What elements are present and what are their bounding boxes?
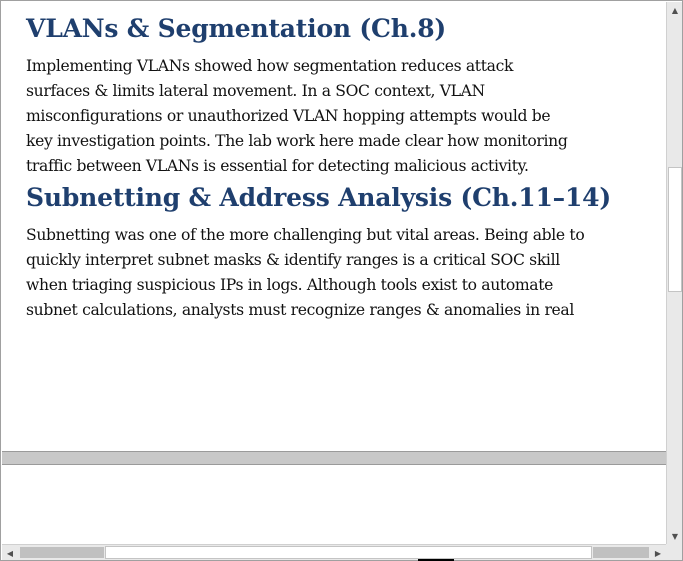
horizontal-track-left[interactable]	[20, 547, 104, 558]
scrollbar-corner	[666, 544, 682, 560]
scroll-up-icon[interactable]: ▲	[671, 5, 679, 15]
scroll-down-icon[interactable]: ▼	[671, 531, 679, 541]
lower-pane[interactable]	[2, 465, 666, 544]
body-line: Subnetting was one of the more challenging but vital areas. Being able to	[26, 226, 585, 244]
body-line: misconfigurations or unauthorized VLAN hopping attempts would be	[26, 107, 551, 125]
body-line: when triaging suspicious IPs in logs. Although tools exist to automate	[26, 276, 554, 294]
horizontal-scrollbar[interactable]	[2, 544, 666, 560]
section-heading-vlans: VLANs & Segmentation (Ch.8)	[26, 14, 447, 43]
scroll-left-icon[interactable]: ◀	[6, 548, 14, 558]
section-body-subnetting	[26, 223, 616, 323]
body-line: subnet calculations, analysts must recognize ranges & anomalies in real	[26, 301, 575, 319]
vertical-scrollbar[interactable]	[666, 2, 682, 544]
scroll-right-icon[interactable]: ▶	[654, 548, 662, 558]
section-body-vlans	[26, 54, 616, 179]
body-line: traffic between VLANs is essential for detecting malicious activity.	[26, 157, 529, 175]
vertical-scroll-thumb[interactable]	[668, 167, 682, 292]
body-line: quickly interpret subnet masks & identify ranges is a critical SOC skill	[26, 251, 560, 269]
horizontal-scroll-thumb[interactable]	[105, 546, 592, 559]
body-line: key investigation points. The lab work here made clear how monitoring	[26, 132, 568, 150]
horizontal-track-right[interactable]	[593, 547, 649, 558]
body-line: surfaces & limits lateral movement. In a SOC context, VLAN	[26, 82, 485, 100]
pane-splitter[interactable]	[2, 451, 666, 465]
document-content	[26, 10, 616, 323]
body-line: Implementing VLANs showed how segmentation reduces attack	[26, 57, 514, 75]
document-page[interactable]	[2, 2, 666, 450]
section-heading-subnetting: Subnetting & Address Analysis (Ch.11–14)	[26, 183, 611, 212]
